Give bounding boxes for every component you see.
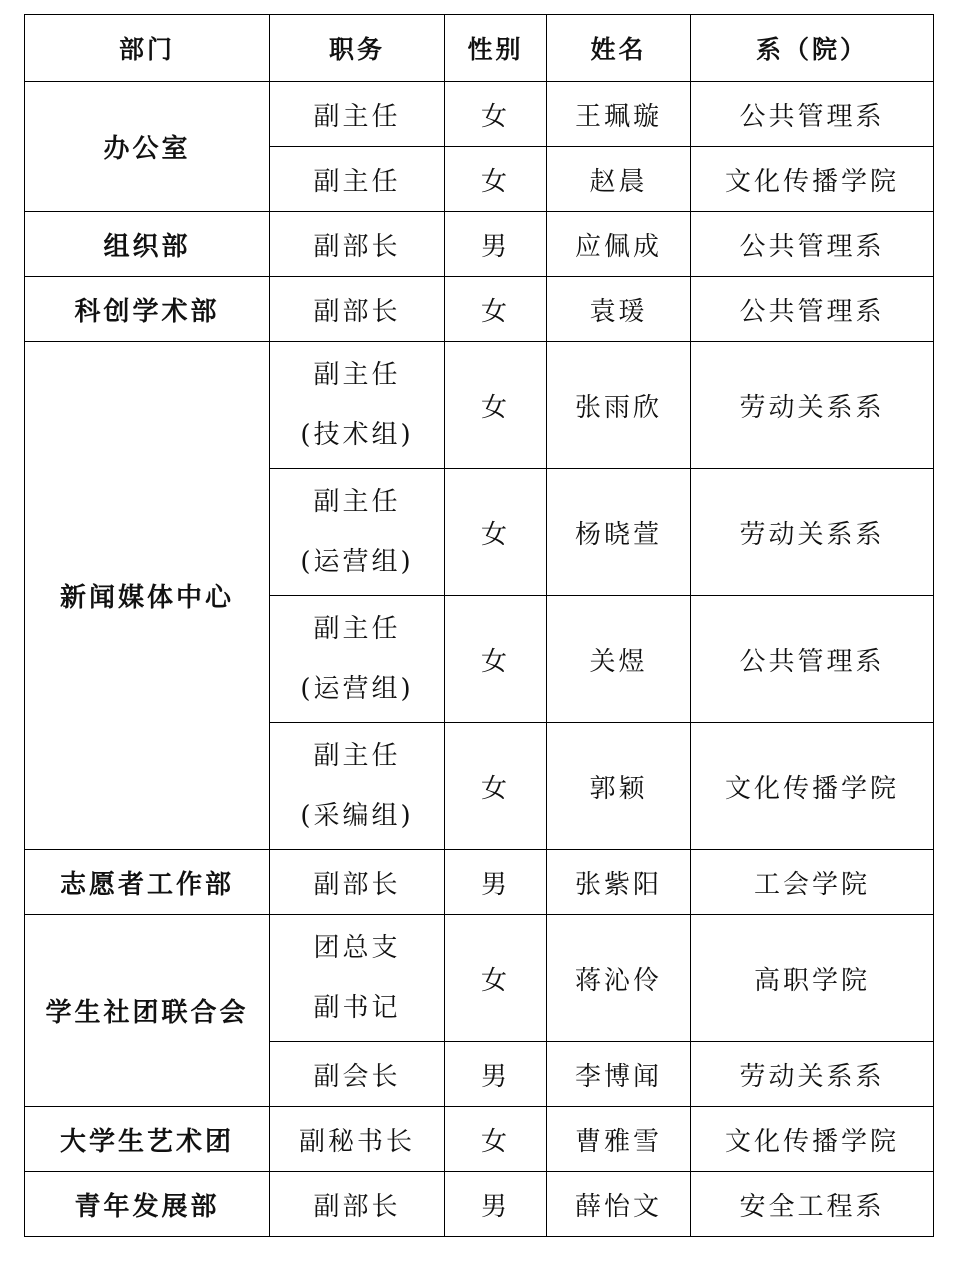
table-row [25, 277, 934, 342]
position-cell: 副主任 [270, 82, 445, 147]
position-cell: 副部长 [270, 277, 445, 342]
college-cell: 文化传播学院 [691, 1107, 934, 1172]
name-cell: 蒋沁伶 [547, 915, 691, 1042]
name-cell: 李博闻 [547, 1042, 691, 1107]
gender-cell: 女 [445, 147, 547, 212]
gender-cell: 女 [445, 342, 547, 469]
gender-cell: 女 [445, 469, 547, 596]
name-cell: 薛怡文 [547, 1172, 691, 1237]
gender-cell: 女 [445, 82, 547, 147]
position-cell: 副会长 [270, 1042, 445, 1107]
table-row [25, 1107, 934, 1172]
gender-cell: 男 [445, 1172, 547, 1237]
header-row [25, 15, 934, 82]
name-cell: 张雨欣 [547, 342, 691, 469]
gender-cell: 女 [445, 596, 547, 723]
college-cell: 文化传播学院 [691, 147, 934, 212]
name-cell: 杨晓萱 [547, 469, 691, 596]
header-gender: 性别 [445, 15, 547, 82]
college-cell: 劳动关系系 [691, 469, 934, 596]
position-line: 副主任 [313, 360, 401, 390]
header-college: 系（院） [691, 15, 934, 82]
header-name: 姓名 [547, 15, 691, 82]
position-cell: 副部长 [270, 212, 445, 277]
table-row [25, 850, 934, 915]
table-row [25, 915, 934, 1042]
name-cell: 张紫阳 [547, 850, 691, 915]
position-line: 副书记 [313, 993, 401, 1023]
position-group: (技术组) [300, 420, 414, 450]
position-cell: 副秘书长 [270, 1107, 445, 1172]
college-cell: 高职学院 [691, 915, 934, 1042]
name-cell: 王珮璇 [547, 82, 691, 147]
department-cell: 科创学术部 [25, 277, 270, 342]
gender-cell: 女 [445, 1107, 547, 1172]
position-line: 团总支 [313, 933, 401, 963]
name-cell: 袁瑗 [547, 277, 691, 342]
header-position: 职务 [270, 15, 445, 82]
college-cell: 公共管理系 [691, 277, 934, 342]
table-row [25, 82, 934, 147]
college-cell: 公共管理系 [691, 212, 934, 277]
position-line: 副主任 [313, 487, 401, 517]
table-row [25, 1172, 934, 1237]
department-cell: 学生社团联合会 [25, 915, 270, 1107]
name-cell: 赵晨 [547, 147, 691, 212]
name-cell: 关煜 [547, 596, 691, 723]
name-cell: 曹雅雪 [547, 1107, 691, 1172]
department-cell: 志愿者工作部 [25, 850, 270, 915]
table-row [25, 342, 934, 469]
college-cell: 安全工程系 [691, 1172, 934, 1237]
department-cell: 新闻媒体中心 [25, 342, 270, 850]
table-row [25, 212, 934, 277]
position-cell [270, 723, 445, 850]
position-group: (采编组) [300, 801, 414, 831]
gender-cell: 女 [445, 723, 547, 850]
gender-cell: 女 [445, 915, 547, 1042]
department-cell: 组织部 [25, 212, 270, 277]
position-line: 副主任 [313, 614, 401, 644]
gender-cell: 男 [445, 850, 547, 915]
position-cell: 副部长 [270, 1172, 445, 1237]
department-cell: 办公室 [25, 82, 270, 212]
gender-cell: 男 [445, 1042, 547, 1107]
name-cell: 应佩成 [547, 212, 691, 277]
position-cell [270, 915, 445, 1042]
position-cell [270, 342, 445, 469]
position-cell [270, 469, 445, 596]
college-cell: 公共管理系 [691, 82, 934, 147]
gender-cell: 男 [445, 212, 547, 277]
college-cell: 劳动关系系 [691, 342, 934, 469]
position-line: 副主任 [313, 741, 401, 771]
position-cell: 副主任 [270, 147, 445, 212]
position-cell: 副部长 [270, 850, 445, 915]
name-cell: 郭颖 [547, 723, 691, 850]
roster-table [24, 14, 934, 1237]
position-group: (运营组) [300, 547, 414, 577]
college-cell: 公共管理系 [691, 596, 934, 723]
department-cell: 青年发展部 [25, 1172, 270, 1237]
header-department: 部门 [25, 15, 270, 82]
college-cell: 文化传播学院 [691, 723, 934, 850]
gender-cell: 女 [445, 277, 547, 342]
college-cell: 工会学院 [691, 850, 934, 915]
department-cell: 大学生艺术团 [25, 1107, 270, 1172]
position-cell [270, 596, 445, 723]
position-group: (运营组) [300, 674, 414, 704]
college-cell: 劳动关系系 [691, 1042, 934, 1107]
